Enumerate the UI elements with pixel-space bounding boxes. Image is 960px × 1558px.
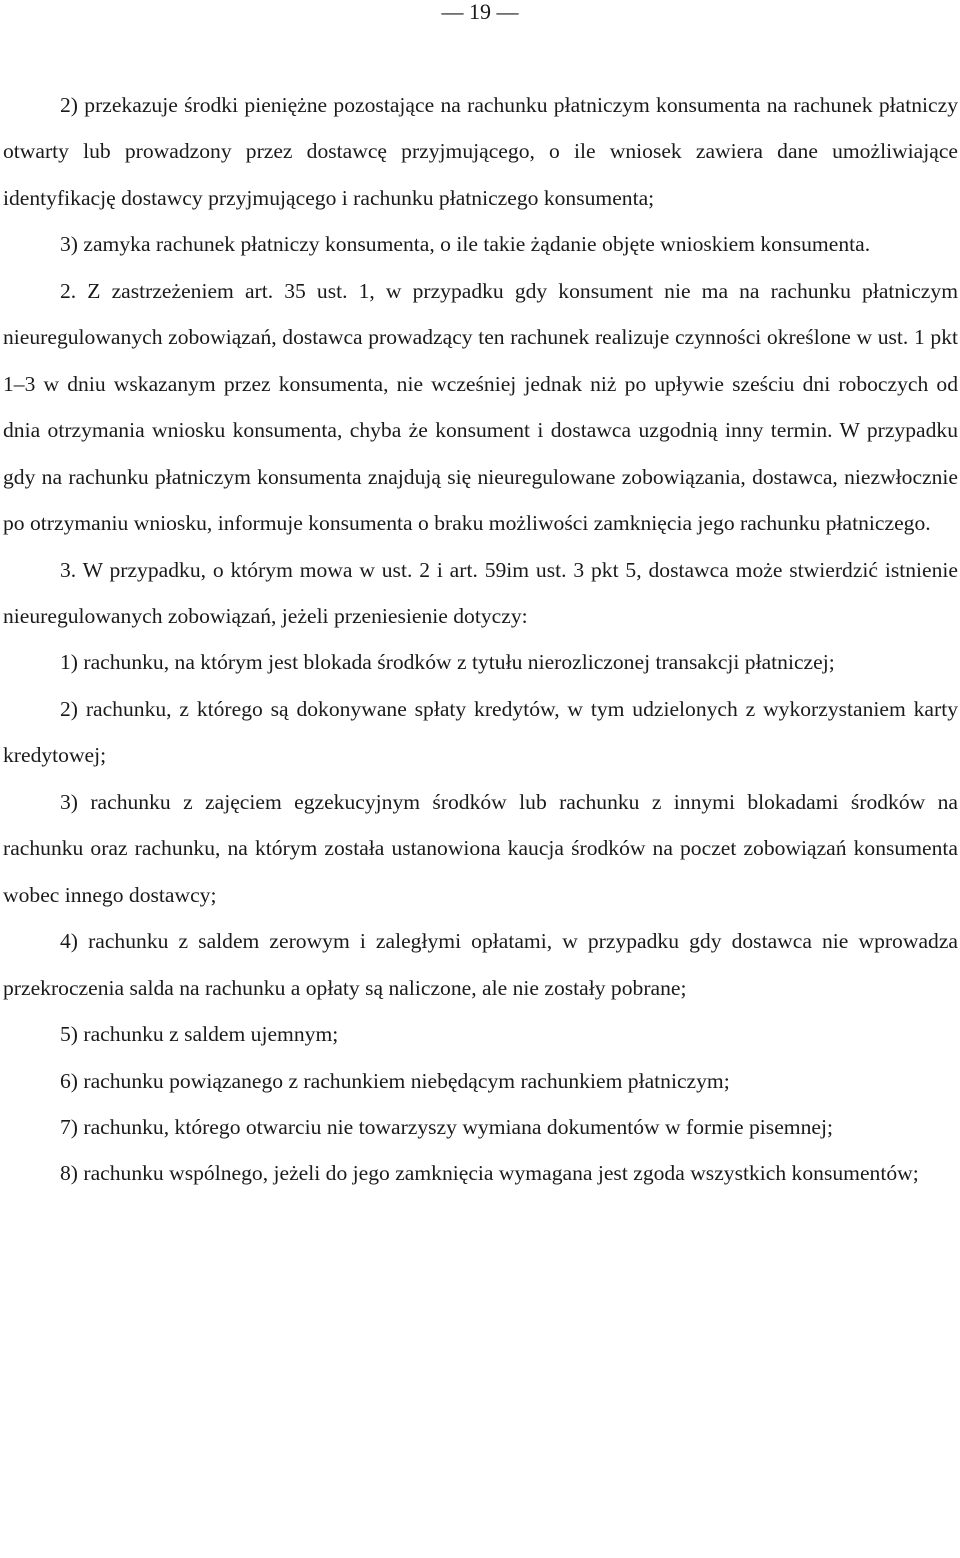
list-item-7: 7) rachunku, którego otwarciu nie towarzyszy wymiana dokumentów w formie pisemnej;: [60, 1114, 833, 1139]
page-number: — 19 —: [441, 0, 519, 24]
list-item-2: 2) rachunku, z którego są dokonywane spłaty kredytów, w tym udzielonych z wykorzystaniem karty kredytowej;: [3, 696, 958, 768]
list-item-4: 4) rachunku z saldem zerowym i zaległymi opłatami, w przypadku gdy dostawca nie wprowadza przekroczenia salda na rachunku a opłaty są naliczone, ale nie zostały pobrane;: [3, 929, 958, 1000]
paragraph-item-3: 3) zamyka rachunek płatniczy konsumenta, o ile takie żądanie objęte wnioskiem konsumenta.: [60, 232, 871, 257]
list-item-5: 5) rachunku z saldem ujemnym;: [60, 1022, 339, 1047]
paragraph-item-2: 2) przekazuje środki pieniężne pozostające na rachunku płatniczym konsumenta na rachunek płatniczy otwarty lub prowadzony przez dostawcę przyjmującego, o ile wniosek zawiera dane umożliwiające identyfikację dostawcy przyjmującego i rachunku płatniczego konsumenta;: [3, 93, 958, 210]
paragraph-section-2: 2. Z zastrzeżeniem art. 35 ust. 1, w przypadku gdy konsument nie ma na rachunku płatniczym nieuregulowanych zobowiązań, dostawca prowadzący ten rachunek realizuje czynności określone w ust. 1 pkt 1–3 w dniu wskazanym przez konsumenta, nie wcześniej jednak niż po upływie sześciu dni roboczych od dnia otrzymania wniosku konsumenta, chyba że konsument i dostawca uzgodnią inny termin. W przypadku gdy na rachunku płatniczym konsumenta znajdują się nieuregulowane zobowiązania, dostawca, niezwłocznie po otrzymaniu wniosku, informuje konsumenta o braku możliwości zamknięcia jego rachunku płatniczego.: [3, 278, 958, 536]
paragraph-section-3: 3. W przypadku, o którym mowa w ust. 2 i art. 59im ust. 3 pkt 5, dostawca może stwierdzić istnienie nieuregulowanych zobowiązań, jeżeli przeniesienie dotyczy:: [3, 557, 958, 628]
list-item-3: 3) rachunku z zajęciem egzekucyjnym środków lub rachunku z innymi blokadami środków na rachunku oraz rachunku, na którym została ustanowiona kaucja środków na poczet zobowiązań konsumenta wobec innego dostawcy;: [3, 789, 958, 907]
document-body: [3, 82, 958, 1197]
list-item-6: 6) rachunku powiązanego z rachunkiem niebędącym rachunkiem płatniczym;: [60, 1068, 730, 1093]
list-item-8: 8) rachunku wspólnego, jeżeli do jego zamknięcia wymagana jest zgoda wszystkich konsumentów;: [60, 1161, 919, 1186]
list-item-1: 1) rachunku, na którym jest blokada środków z tytułu nierozliczonej transakcji płatniczej;: [60, 650, 835, 675]
